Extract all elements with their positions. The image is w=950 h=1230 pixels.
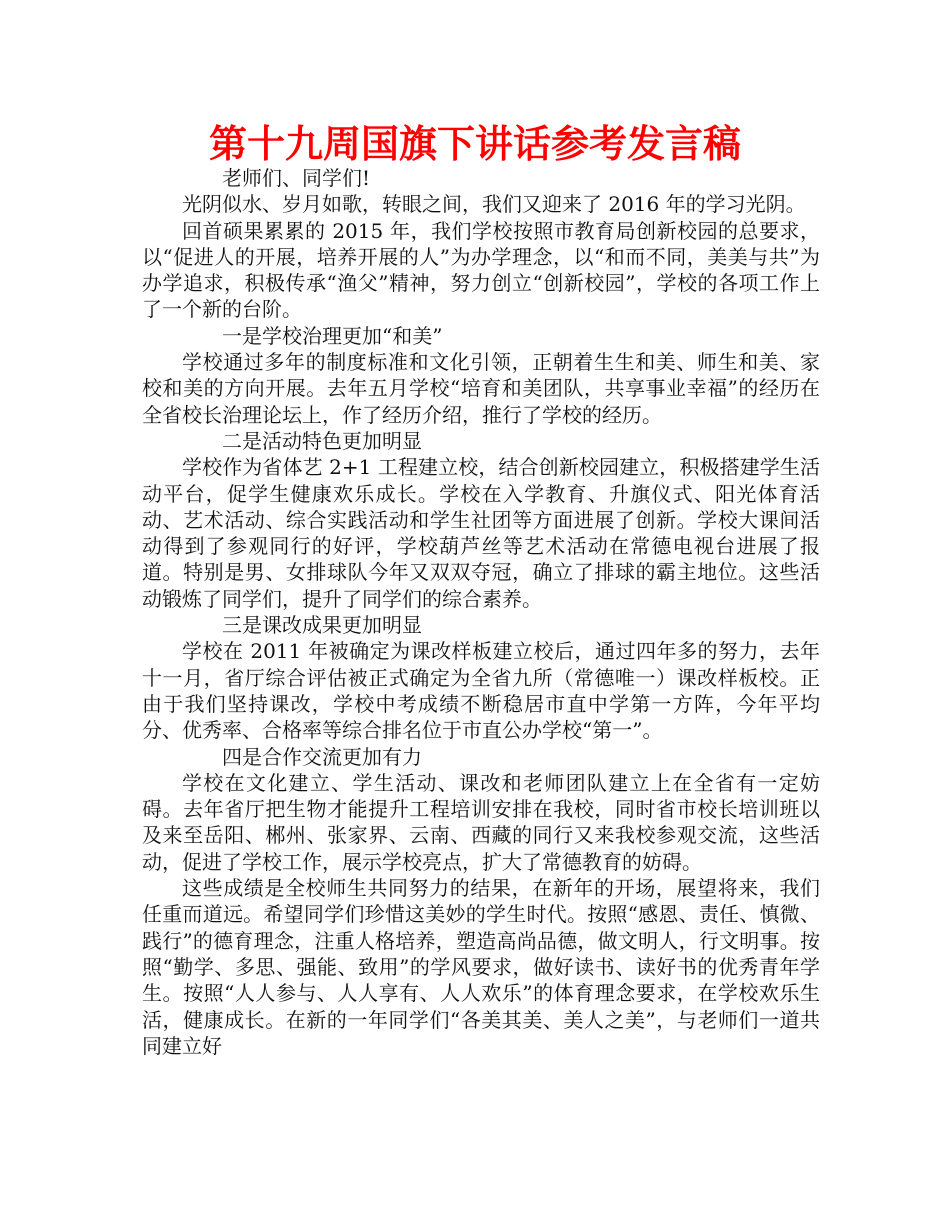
- document-body: [142, 165, 820, 1059]
- section-heading: 四是合作交流更加有力: [222, 744, 422, 769]
- body-paragraph: 学校作为省体艺 2+1 工程建立校，结合创新校园建立，积极搭建学生活动平台，促学生健康欢乐成长。学校在入学教育、升旗仪式、阳光体育活动、艺术活动、综合实践活动和学生社团等方面进展了创新。学校大课间活动得到了参观同行的好评，学校葫芦丝等艺术活动在常德电视台进展了报道。特别是男、女排球队今年又双双夺冠，确立了排球的霸主地位。这些活动锻炼了同学们，提升了同学们的综合素养。: [142, 455, 820, 611]
- body-paragraph: 学校在 2011 年被确定为课改样板建立校后，通过四年多的努力，去年十一月，省厅综合评估被正式确定为全省九所（常德唯一）课改样板校。正由于我们坚持课改，学校中考成绩不断稳居市直中学第一方阵，今年平均分、优秀率、合格率等综合排名位于市直公办学校“第一”。: [142, 639, 820, 743]
- body-paragraph: 学校在文化建立、学生活动、课改和老师团队建立上在全省有一定妨碍。去年省厅把生物才能提升工程培训安排在我校，同时省市校长培训班以及来至岳阳、郴州、张家界、云南、西藏的同行又来我校参观交流，这些活动，促进了学校工作，展示学校亮点，扩大了常德教育的妨碍。: [142, 770, 820, 874]
- body-paragraph: 回首硕果累累的 2015 年，我们学校按照市教育局创新校园的总要求，以“促进人的开展，培养开展的人”为办学理念，以“和而不同，美美与共”为办学追求，积极传承“渔父”精神，努力创立“创新校园”，学校的各项工作上了一个新的台阶。: [142, 218, 820, 322]
- section-heading: 二是活动特色更加明显: [222, 428, 422, 453]
- greeting-line: 老师们、同学们!: [222, 166, 371, 190]
- section-heading: 一是学校治理更加“和美”: [222, 323, 443, 348]
- body-paragraph: 这些成绩是全校师生共同努力的结果，在新年的开场，展望将来，我们任重而道远。希望同学们珍惜这美妙的学生时代。按照“感恩、责任、慎微、践行”的德育理念，注重人格培养，塑造高尚品德，做文明人，行文明事。按照“勤学、多思、强能、致用”的学风要求，做好读书、读好书的优秀青年学生。按照“人人参与、人人享有、人人欢乐”的体育理念要求，在学校欢乐生活，健康成长。在新的一年同学们“各美其美、美人之美”，与老师们一道共同建立好: [142, 876, 820, 1058]
- body-paragraph: 学校通过多年的制度标准和文化引领，正朝着生生和美、师生和美、家校和美的方向开展。去年五月学校“培育和美团队，共享事业幸福”的经历在全省校长治理论坛上，作了经历介绍，推行了学校的经历。: [142, 350, 820, 427]
- body-paragraph: 光阴似水、岁月如歌，转眼之间，我们又迎来了 2016 年的学习光阴。: [182, 192, 806, 217]
- document-title: 第十九周国旗下讲话参考发言稿: [208, 122, 741, 166]
- section-heading: 三是课改成果更加明显: [222, 613, 422, 638]
